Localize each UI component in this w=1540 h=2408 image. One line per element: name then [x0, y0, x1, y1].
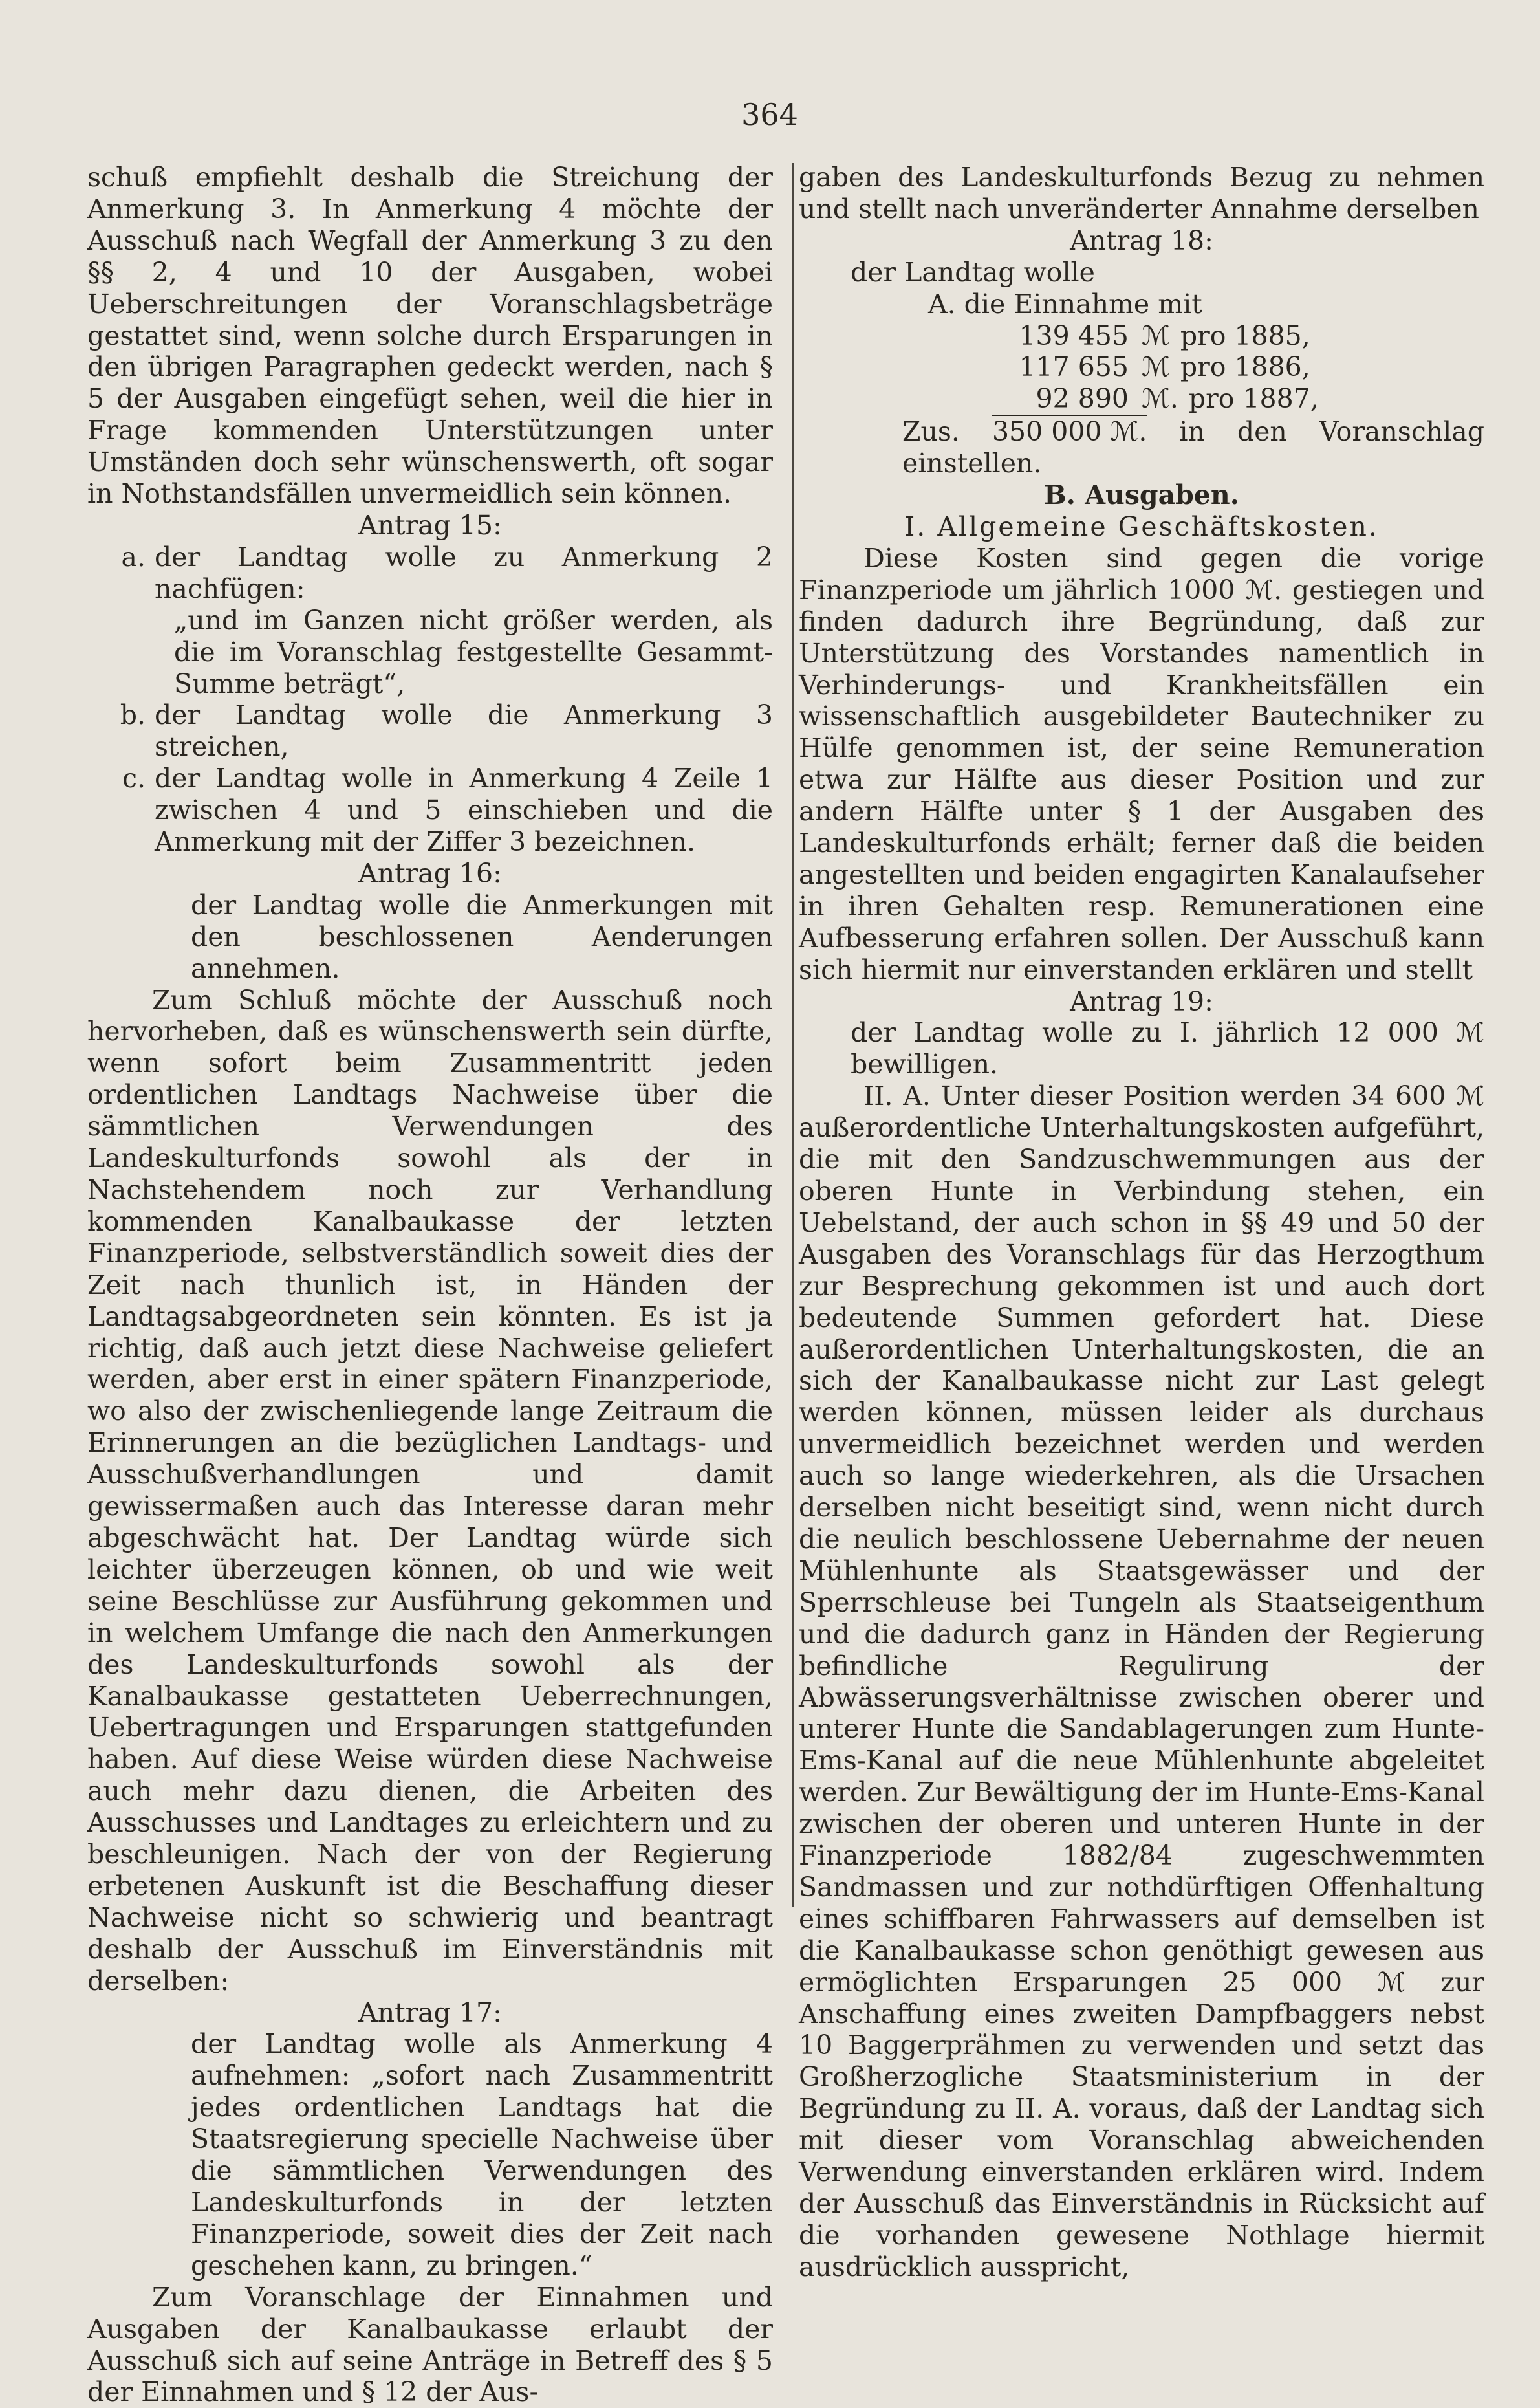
amount-row: [980, 351, 1484, 383]
antrag-17-text: der Landtag wolle als Anmerkung 4 aufnehmen: „sofort nach Zusammentritt jedes ordentlichen Landtags hat die Staatsregierung specielle Nachweise über die sämmtlichen Verwendungen des Landeskulturfonds in der letzten Finanzperiode, soweit dies der Zeit nach geschehen kann, zu bringen.“: [191, 2028, 773, 2281]
amount-row: [980, 383, 1484, 415]
amount-list: [799, 320, 1484, 415]
antrag-15-item-c: [87, 763, 773, 858]
heading-geschaeftskosten: I. Allgemeine Geschäftskosten.: [904, 510, 1379, 542]
antrag-16-title: Antrag 16:: [358, 857, 502, 889]
currency-unit: ℳ.: [1110, 416, 1147, 448]
item-label: a.: [121, 541, 146, 573]
antrag-15-item-a: [87, 542, 773, 605]
paragraph: Diese Kosten sind gegen die vorige Finanzperiode um jährlich 1000 ℳ. gestiegen und finden dadurch ihre Begründung, daß zur Unterstützung des Vorstandes namentlich in Verhinderungs- und Krankheitsfällen ein wissenschaftlich ausgebildeter Bautechniker zu Hülfe genommen ist, der seine Remuneration etwa zur Hälfte aus dieser Position und zur andern Hälfte unter § 1 der Ausgaben des Landeskulturfonds erhält; ferner daß die beiden angestellten und beiden engagirten Kanalaufseher in ihren Gehalten resp. Remunerationen eine Aufbesserung erfahren sollen. Der Ausschuß kann sich hiermit nur einverstanden erklären und stellt: [799, 542, 1484, 985]
amount-value: 139 455: [1019, 320, 1129, 351]
column-rule: [792, 163, 794, 1907]
item-text: „und im Ganzen nicht größer werden, als die im Voranschlag festgestellte Gesammt-Summe beträgt“,: [174, 604, 773, 699]
paragraph: Zum Schluß möchte der Ausschuß noch hervorheben, daß es wünschenswerth sein dürfte, wenn sofort beim Zusammentritt jeden ordentlichen Landtags Nachweise über die sämmtlichen Verwendungen des Landeskulturfonds sowohl als der in Nachstehendem noch zur Verhandlung kommenden Kanalbaukasse der letzten Finanzperiode, selbstverständlich soweit dies der Zeit nach thunlich ist, in Händen der Landtagsabgeordneten sein könnten. Es ist ja richtig, daß auch jetzt diese Nachweise geliefert werden, aber erst in einer spätern Finanzperiode, wo also der zwischenliegende lange Zeitraum die Erinnerungen an die bezüglichen Landtags- und Ausschußverhandlungen und damit gewissermaßen auch das Interesse daran mehr abgeschwächt hat. Der Landtag würde sich leichter überzeugen können, ob und wie weit seine Beschlüsse zur Ausführung gekommen und in welchem Umfange die nach den Anmerkungen des Landeskulturfonds sowohl als der Kanalbaukasse gestatteten Ueberrechnungen, Uebertragungen und Ersparungen stattgefunden haben. Auf diese Weise würden diese Nachweise auch mehr dazu dienen, die Arbeiten des Ausschusses und Landtages zu erleichtern und zu beschleunigen. Nach der von der Regierung erbetenen Auskunft ist die Beschaffung dieser Nachweise nicht so schwierig und beantragt deshalb der Ausschuß im Einverständnis mit derselben:: [87, 984, 773, 1997]
paragraph: II. A. Unter dieser Position werden 34 600 ℳ außerordentliche Unterhaltungskosten aufgeführt, die mit den Sandzuschwemmungen aus der oberen Hunte in Verbindung stehen, ein Uebelstand, der auch schon in §§ 49 und 50 der Ausgaben des Voranschlags für das Herzogthum zur Besprechung gekommen ist und auch dort bedeutende Summen gefordert hat. Diese außerordentlichen Unterhaltungskosten, die an sich der Kanalbaukasse nicht zur Last gelegt werden können, müssen leider als durchaus unvermeidlich bezeichnet werden und werden auch so lange wiederkehren, als die Ursachen derselben nicht beseitigt sind, wenn nicht durch die neulich beschlossene Uebernahme der neuen Mühlenhunte als Staatsgewässer und der Sperrschleuse bei Tungeln als Staatseigenthum und die dadurch ganz in Händen der Regierung befindliche Regulirung der Abwässerungsverhältnisse zwischen oberer und unterer Hunte die Sandablagerungen zum Hunte-Ems-Kanal auf die neue Mühlenhunte abgeleitet werden. Zur Bewältigung der im Hunte-Ems-Kanal zwischen der oberen und unteren Hunte in der Finanzperiode 1882/84 zugeschwemmten Sandmassen und zur nothdürftigen Offenhaltung eines schiffbaren Fahrwassers auf demselben ist die Kanalbaukasse schon genöthigt gewesen aus ermöglichten Ersparungen 25 000 ℳ zur Anschaffung eines zweiten Dampfbaggers nebst 10 Baggerprähmen zu verwenden und setzt das Großherzogliche Staatsministerium in der Begründung zu II. A. voraus, daß der Landtag sich mit dieser vom Voranschlag abweichenden Verwendung einverstanden erklären wird. Indem der Ausschuß das Einverständnis in Rücksicht auf die vorhanden gewesene Nothlage hiermit ausdrücklich ausspricht,: [799, 1080, 1484, 2282]
amount-text: pro 1885,: [1180, 320, 1310, 351]
antrag-15-item-b: [87, 699, 773, 763]
sum-text: in den Voranschlag einstellen.: [902, 416, 1484, 479]
paragraph: schuß empfiehlt deshalb die Streichung der Anmerkung 3. In Anmerkung 4 möchte der Ausschuß nach Wegfall der Anmerkung 3 zu den §§ 2, 4 und 10 der Ausgaben, wobei Ueberschreitungen der Voranschlagsbeträge gestattet sind, wenn solche durch Ersparungen in den übrigen Paragraphen gedeckt werden, nach § 5 der Ausgaben eingefügt sehen, weil die hier in Frage kommenden Unterstützungen unter Umständen doch sehr wünschenswerth, oft sogar in Nothstandsfällen unvermeidlich sein können.: [87, 162, 773, 510]
sum-amount: [992, 415, 1147, 448]
currency-unit: ℳ.: [1142, 383, 1178, 415]
heading-ausgaben: B. Ausgaben.: [1044, 479, 1239, 511]
paragraph: gaben des Landeskulturfonds Bezug zu nehmen und stellt nach unveränderter Annahme derselben: [799, 162, 1484, 224]
paragraph: Zum Voranschlage der Einnahmen und Ausgaben der Kanalbaukasse erlaubt der Ausschuß sich auf seine Anträge in Betreff des § 5 der Einnahmen und § 12 der Aus-: [87, 2281, 773, 2408]
antrag-18-sum: [799, 415, 1484, 479]
amount-text: pro 1886,: [1180, 351, 1310, 383]
item-text: der Landtag wolle in Anmerkung 4 Zeile 1 zwischen 4 und 5 einschieben und die Anmerkung mit der Ziffer 3 bezeichnen.: [155, 763, 773, 858]
sum-value: 350 000: [992, 416, 1102, 448]
antrag-17-title: Antrag 17:: [358, 1997, 502, 2028]
amount-value: 117 655: [1019, 351, 1129, 383]
amount-value: 92 890: [1036, 383, 1129, 415]
left-column: [87, 162, 773, 2408]
sum-prefix: Zus.: [902, 416, 960, 448]
antrag-16-text: der Landtag wolle die Anmerkungen mit den beschlossenen Aenderungen annehmen.: [191, 889, 773, 984]
amount-text: pro 1887,: [1188, 383, 1319, 415]
item-label: c.: [122, 763, 146, 794]
antrag-19-title: Antrag 19:: [1070, 985, 1213, 1017]
antrag-18-title: Antrag 18:: [1070, 224, 1213, 256]
amount-row: [980, 320, 1484, 352]
currency-unit: ℳ: [1142, 351, 1170, 383]
antrag-15-item-a-quote: [87, 605, 773, 700]
page-number: 364: [741, 97, 798, 132]
item-text: der Landtag wolle die Anmerkung 3 streichen,: [155, 699, 773, 763]
antrag-19-text: der Landtag wolle zu I. jährlich 12 000 ℳ bewilligen.: [851, 1017, 1484, 1080]
item-text: der Landtag wolle zu Anmerkung 2 nachfügen:: [155, 541, 773, 604]
currency-unit: ℳ: [1142, 320, 1170, 351]
antrag-18-intro: der Landtag wolle: [851, 256, 1095, 288]
item-label: b.: [120, 699, 146, 731]
antrag-18-a: A. die Einnahme mit: [928, 288, 1202, 320]
antrag-15-title: Antrag 15:: [358, 509, 502, 541]
right-column: [799, 162, 1484, 2283]
